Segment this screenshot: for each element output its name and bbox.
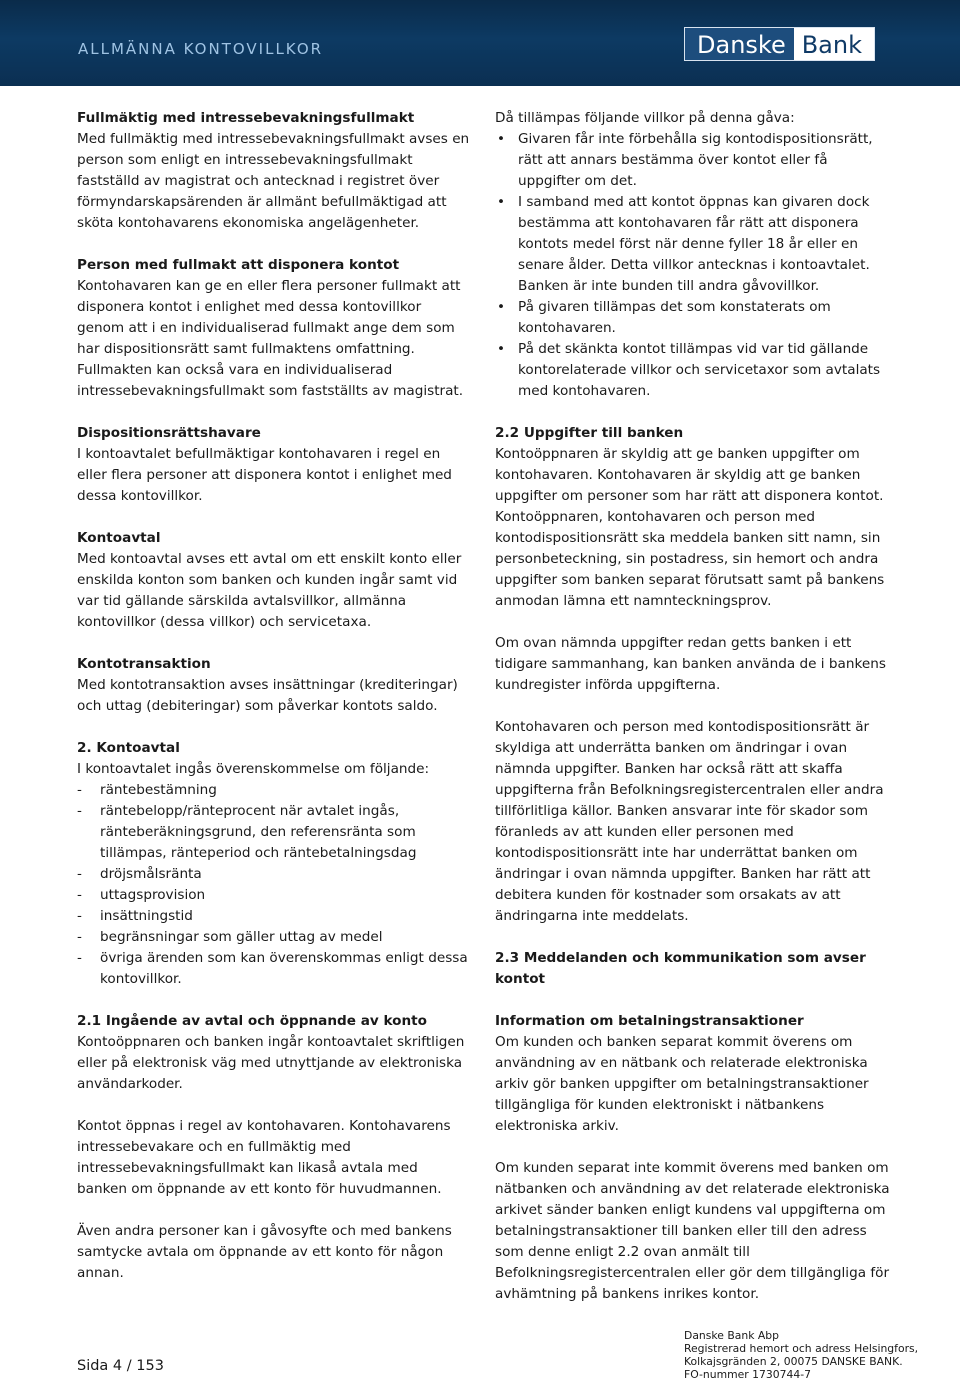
company-address-line: Kolkajsgränden 2, 00075 DANSKE BANK. bbox=[684, 1355, 903, 1368]
danske-bank-logo bbox=[684, 27, 875, 61]
section-intro: Då tillämpas följande villkor på denna gåva: bbox=[495, 110, 795, 126]
section-paragraph: Även andra personer kan i gåvosyfte och med bankens samtycke avtala om öppnande av ett konto för någon annan. bbox=[77, 1223, 452, 1281]
list-item: - begränsningar som gäller uttag av medel bbox=[77, 927, 472, 948]
section-text: Med kontoavtal avses ett avtal om ett enskilt konto eller enskilda konton som banken och kunden ingår samt vid var tid gällande särskilda avtalsvillkor, allmänna kontovillkor (dessa villkor) och servicetaxa. bbox=[77, 551, 462, 630]
section-heading: Kontotransaktion bbox=[77, 656, 211, 672]
section-kontoavtal-def bbox=[77, 528, 472, 633]
section-text: Med kontotransaktion avses insättningar (krediteringar) och uttag (debiteringar) som påverkar kontots saldo. bbox=[77, 677, 458, 714]
agreement-terms-list bbox=[77, 780, 472, 990]
section-paragraph: Kontot öppnas i regel av kontohavaren. Kontohavarens intressebevakare och en fullmäktig med intressebevakningsfullmakt kan likaså avtala med banken om öppnande av ett konto för huvudmannen. bbox=[77, 1118, 451, 1197]
section-paragraph: Kontoöppnaren är skyldig att ge banken uppgifter om kontohavaren. Kontohavaren är skyldig att ge banken uppgifter om personer som har rätt att disponera kontot. Kontoöppnaren, kontohavaren och person med kontodispositionsrätt ska meddela banken sitt namn, sin personbeteckning, sin postadress, sin hemort och andra uppgifter som banken separat förutsatt samt på bankens anmodan lämna ett namnteckningsprov. bbox=[495, 446, 885, 609]
section-person-med-fullmakt bbox=[77, 255, 472, 402]
section-heading: 2.2 Uppgifter till banken bbox=[495, 425, 684, 441]
section-2-3-meddelanden bbox=[495, 948, 890, 1305]
section-text: Med fullmäktig med intressebevakningsfullmakt avses en person som enligt en intressebevakningsfullmakt fastställd av magistrat och antecknad i registret över förmyndarskapsärenden är allmänt befullmäktigad att sköta kontohavarens ekonomiska angelägenheter. bbox=[77, 131, 470, 231]
company-business-id: FO-nummer 1730744-7 bbox=[684, 1368, 811, 1378]
section-dispositionsrattshavare bbox=[77, 423, 472, 507]
list-item: • I samband med att kontot öppnas kan givaren dock bestämma att kontohavaren får rätt att disponera kontots medel först när denne fyller 18 år eller en senare ålder. Detta villkor antecknas i kontoavtalet. Banken är inte bunden till andra gåvovillkor. bbox=[495, 192, 890, 297]
section-fullmaktig bbox=[77, 108, 472, 234]
gift-conditions-list bbox=[495, 129, 890, 402]
section-heading: 2. Kontoavtal bbox=[77, 740, 180, 756]
section-kontotransaktion bbox=[77, 654, 472, 717]
section-text: I kontoavtalet befullmäktigar kontohavaren i regel en eller flera personer att disponera kontot i enlighet med dessa kontovillkor. bbox=[77, 446, 452, 504]
section-text: Kontohavaren kan ge en eller flera personer fullmakt att disponera kontot i enlighet med dessa kontovillkor genom att i en individualiserad fullmakt ange dem som har dispositionsrätt samt fullmaktens omfattning. Fullmakten kan också vara en individualiserad intressebevakningsfullmakt som fastställts av magistrat. bbox=[77, 278, 464, 399]
logo-text-bank: Bank bbox=[794, 28, 874, 60]
section-2-kontoavtal bbox=[77, 738, 472, 990]
company-address-line: Registrerad hemort och adress Helsingfors, bbox=[684, 1342, 919, 1355]
list-item: - övriga ärenden som kan överenskommas enligt dessa kontovillkor. bbox=[77, 948, 472, 990]
page-header bbox=[0, 0, 960, 86]
left-column bbox=[77, 108, 472, 1305]
section-heading: Dispositionsrättshavare bbox=[77, 425, 261, 441]
section-heading: Fullmäktig med intressebevakningsfullmakt bbox=[77, 110, 415, 126]
section-heading: Person med fullmakt att disponera kontot bbox=[77, 257, 400, 273]
section-2-1-ingaende bbox=[77, 1011, 472, 1284]
right-column bbox=[495, 108, 890, 1326]
list-item: • På det skänkta kontot tillämpas vid var tid gällande kontorelaterade villkor och servicetaxor som avtalats med kontohavaren. bbox=[495, 339, 890, 402]
section-gift-conditions bbox=[495, 108, 890, 402]
section-paragraph: Kontoöppnaren och banken ingår kontoavtalet skriftligen eller på elektronisk väg med utnyttjande av elektroniska användarkoder. bbox=[77, 1034, 465, 1092]
company-info bbox=[684, 1329, 918, 1378]
section-heading: 2.3 Meddelanden och kommunikation som avser kontot bbox=[495, 950, 866, 987]
section-paragraph: Kontohavaren och person med kontodispositionsrätt är skyldiga att underrätta banken om ändringar i ovan nämnda uppgifter. Banken har också rätt att skaffa uppgifterna från Befolkningsregistercentralen eller andra tillförlitliga källor. Banken ansvarar inte för skador som föranleds av att kunden eller personen med kontodispositionsrätt inte har underrättat banken om ändringar i ovan nämnda uppgifter. Banken har rätt att debitera kunden för kostnader som orsakats av att ändringarna inte meddelats. bbox=[495, 719, 884, 924]
section-heading: Kontoavtal bbox=[77, 530, 161, 546]
list-item: • På givaren tillämpas det som konstaterats om kontohavaren. bbox=[495, 297, 890, 339]
section-paragraph: Om kunden separat inte kommit överens med banken om nätbanken och användning av det relaterade elektroniska arkivet sänder banken enligt kundens val uppgifterna om betalningstransaktioner till banken eller till den adress som denne enligt 2.2 ovan anmält till Befolkningsregistercentralen eller gör dem tillgängliga för avhämtning på bankens inrikes kontor. bbox=[495, 1160, 890, 1302]
section-2-2-uppgifter bbox=[495, 423, 890, 927]
list-item: - räntebestämning bbox=[77, 780, 472, 801]
list-item: - dröjsmålsränta bbox=[77, 864, 472, 885]
company-name: Danske Bank Abp bbox=[684, 1329, 779, 1342]
section-paragraph: Om ovan nämnda uppgifter redan getts banken i ett tidigare sammanhang, kan banken använda de i bankens kundregister införda uppgifterna. bbox=[495, 635, 886, 693]
list-item: - räntebelopp/ränteprocent när avtalet ingås, ränteberäkningsgrund, den referensränta som tillämpas, ränteperiod och räntebetalningsdag bbox=[77, 801, 472, 864]
section-heading: 2.1 Ingående av avtal och öppnande av konto bbox=[77, 1013, 428, 1029]
section-paragraph: Om kunden och banken separat kommit överens om användning av en nätbank och relaterade elektroniska arkiv gör banken uppgifter om betalningstransaktioner tillgängliga för kunden elektroniskt i nätbankens elektroniska arkiv. bbox=[495, 1034, 869, 1134]
page-number: Sida 4 / 153 bbox=[77, 1358, 164, 1374]
section-intro: I kontoavtalet ingås överenskommelse om följande: bbox=[77, 761, 430, 777]
list-item: - insättningstid bbox=[77, 906, 472, 927]
list-item: - uttagsprovision bbox=[77, 885, 472, 906]
document-title: ALLMÄNNA KONTOVILLKOR bbox=[78, 40, 324, 58]
list-item: • Givaren får inte förbehålla sig kontodispositionsrätt, rätt att annars bestämma över kontot eller få uppgifter om det. bbox=[495, 129, 890, 192]
logo-text-danske: Danske bbox=[685, 28, 794, 60]
section-subheading: Information om betalningstransaktioner bbox=[495, 1013, 804, 1029]
